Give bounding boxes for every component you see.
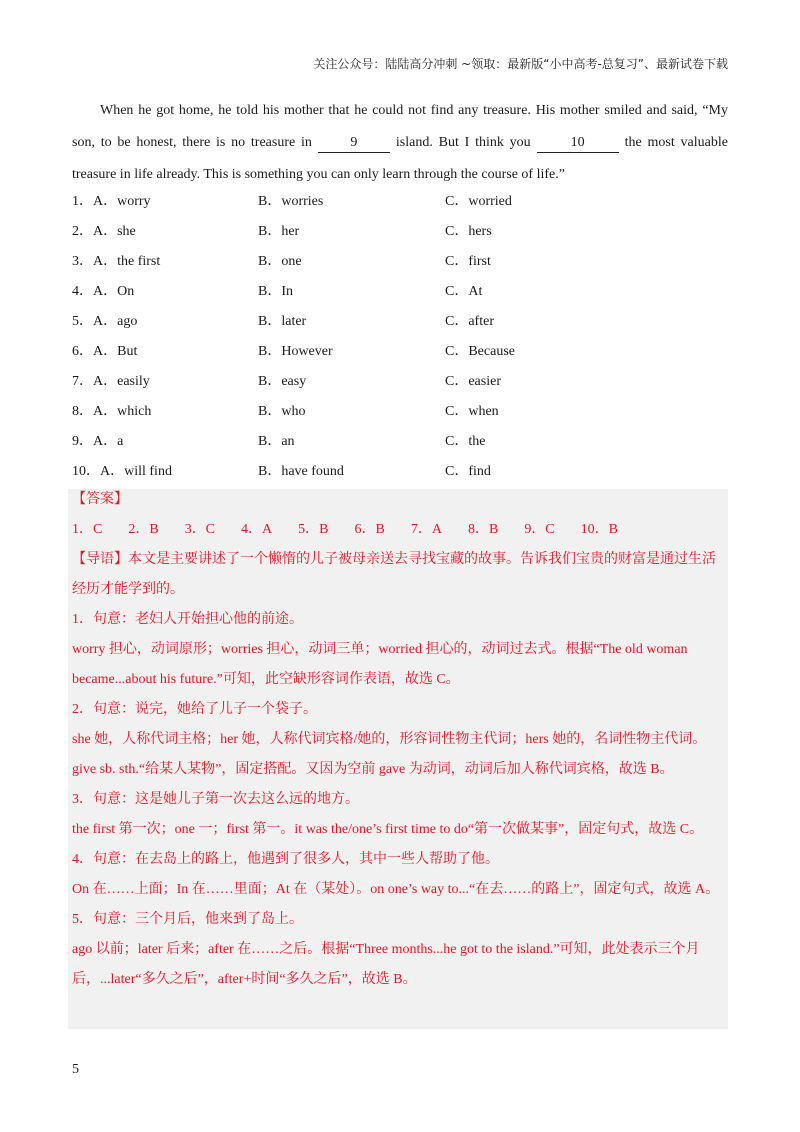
option-c: C．At bbox=[445, 284, 483, 299]
option-row bbox=[72, 247, 728, 277]
answer-key: 1．C bbox=[72, 522, 103, 537]
option-row bbox=[72, 427, 728, 457]
answer-key: 5．B bbox=[298, 522, 329, 537]
answer-key: 10．B bbox=[580, 522, 618, 537]
option-b: B．who bbox=[258, 404, 306, 419]
option-a: 1．A．worry bbox=[72, 194, 151, 209]
option-b: B．her bbox=[258, 224, 300, 239]
option-c: C．the bbox=[445, 434, 486, 449]
passage-text-2: island. But I think you bbox=[395, 135, 531, 150]
option-b: B．However bbox=[258, 344, 333, 359]
explanation-line: 1．句意：老妇人开始担心他的前途。 bbox=[72, 612, 303, 627]
page-header: 关注公众号：陆陆高分冲刺 ~领取：最新版“小中高考-总复习”、最新试卷下载 bbox=[313, 57, 728, 71]
option-b: B．In bbox=[258, 284, 293, 299]
answer-section bbox=[72, 485, 728, 995]
answer-key: 6．B bbox=[354, 522, 385, 537]
explanation-line: worry 担心，动词原形；worries 担心，动词三单；worried 担心的，动词过去式。根据“The old woman became...about his future.”可知，此空缺形容词作表语，故选 C。 bbox=[72, 642, 688, 687]
option-row bbox=[72, 277, 728, 307]
option-row bbox=[72, 307, 728, 337]
option-c: C．worried bbox=[445, 194, 512, 209]
explanation-line: 5．句意：三个月后，他来到了岛上。 bbox=[72, 912, 303, 927]
answer-key: 3．C bbox=[184, 522, 216, 537]
answer-key: 7．A bbox=[410, 522, 442, 537]
option-row bbox=[72, 457, 728, 487]
option-a: 2．A．she bbox=[72, 224, 136, 239]
option-c: C．Because bbox=[445, 344, 515, 359]
option-b: B．an bbox=[258, 434, 295, 449]
blank-10: 10 bbox=[537, 134, 619, 153]
explanation-line: the first 第一次；one 一；first 第一。it was the/one’s first time to do“第一次做某事”，固定句式，故选 C。 bbox=[72, 822, 704, 837]
option-c: C．when bbox=[445, 404, 499, 419]
option-b: B．worries bbox=[258, 194, 324, 209]
option-b: B．later bbox=[258, 314, 307, 329]
answer-key: 2．B bbox=[128, 522, 159, 537]
option-a: 4．A．On bbox=[72, 284, 135, 299]
explanation-line: she 她，人称代词主格；her 她，人称代词宾格/她的，形容词性物主代词；hers 她的，名词性物主代词。give sb. sth.“给某人某物”，固定搭配。又因为空前 gave 为动词，动词后加人称代词宾格，故选 B。 bbox=[72, 732, 707, 777]
option-b: B．easy bbox=[258, 374, 307, 389]
option-c: C．hers bbox=[445, 224, 492, 239]
passage-text-3: the most valuable treasure in life already. This is something you can only learn through the course of life.” bbox=[72, 135, 728, 182]
answer-key: 8．B bbox=[467, 522, 499, 537]
option-c: C．easier bbox=[445, 374, 501, 389]
option-a: 9．A．a bbox=[72, 434, 124, 449]
options-list bbox=[72, 187, 728, 487]
option-row bbox=[72, 397, 728, 427]
option-row bbox=[72, 367, 728, 397]
answer-keys bbox=[72, 515, 728, 545]
option-a: 10．A．will find bbox=[72, 464, 172, 479]
guide-text: 【导语】本文是主要讲述了一个懒惰的儿子被母亲送去寻找宝藏的故事。告诉我们宝贵的财富是通过生活经历才能学到的。 bbox=[72, 552, 716, 597]
option-c: C．after bbox=[445, 314, 494, 329]
answer-key: 9．C bbox=[524, 522, 555, 537]
option-row bbox=[72, 187, 728, 217]
option-a: 7．A．easily bbox=[72, 374, 150, 389]
explanation-line: ago 以前；later 后来；after 在……之后。根据“Three months...he got to the island.”可知，此处表示三个月后，...later“多久之后”，after+时间“多久之后”，故选 B。 bbox=[72, 942, 700, 987]
option-b: B．have found bbox=[258, 464, 344, 479]
explanation-line: 4．句意：在去岛上的路上，他遇到了很多人，其中一些人帮助了他。 bbox=[72, 852, 499, 867]
explanation-line: 2．句意：说完，她给了儿子一个袋子。 bbox=[72, 702, 317, 717]
passage-text-1: When he got home, he told his mother that he could not find any treasure. His mother smiled and said, “My son, to be honest, there is no treasure in bbox=[72, 103, 728, 150]
option-c: C．first bbox=[445, 254, 491, 269]
explanation-line: On 在……上面；In 在……里面；At 在（某处）。on one’s way to...“在去……的路上”，固定句式，故选 A。 bbox=[72, 882, 720, 897]
option-row bbox=[72, 337, 728, 367]
option-a: 3．A．the first bbox=[72, 254, 161, 269]
option-row bbox=[72, 217, 728, 247]
option-a: 5．A．ago bbox=[72, 314, 138, 329]
answer-key: 4．A bbox=[241, 522, 273, 537]
reading-passage bbox=[72, 95, 728, 191]
blank-9: 9 bbox=[318, 134, 390, 153]
page-number: 5 bbox=[72, 1062, 79, 1077]
explanation-line: 3．句意：这是她儿子第一次去这么远的地方。 bbox=[72, 792, 359, 807]
option-c: C．find bbox=[445, 464, 491, 479]
option-b: B．one bbox=[258, 254, 302, 269]
option-a: 6．A．But bbox=[72, 344, 138, 359]
option-a: 8．A．which bbox=[72, 404, 152, 419]
answer-title: 【答案】 bbox=[72, 492, 128, 507]
